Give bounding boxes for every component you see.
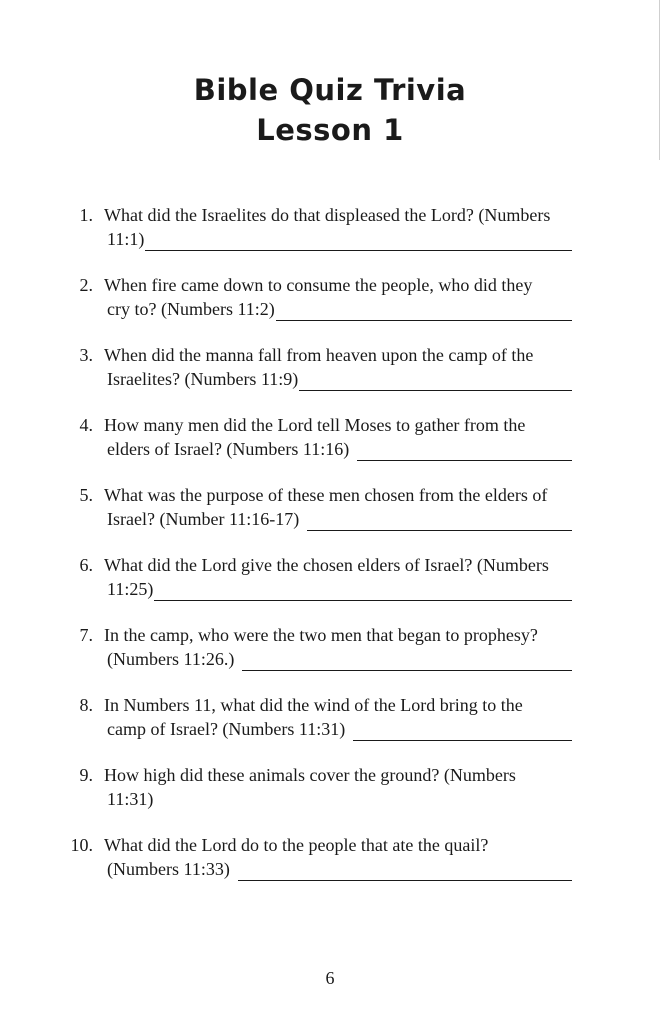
question-number: 10. <box>70 835 93 855</box>
answer-blank[interactable] <box>242 653 572 671</box>
question-number: 1. <box>79 205 93 225</box>
question-text: What did the Israelites do that displeased the Lord? (Numbers <box>104 205 551 225</box>
question-text: When did the manna fall from heaven upon the camp of the <box>104 345 534 365</box>
answer-blank[interactable] <box>154 583 572 601</box>
question-text-cont: cry to? (Numbers 11:2) <box>107 299 275 319</box>
question-text: In Numbers 11, what did the wind of the Lord bring to the <box>104 695 523 715</box>
answer-blank[interactable] <box>357 443 572 461</box>
page-title <box>0 70 660 150</box>
question-text: What was the purpose of these men chosen from the elders of <box>104 485 548 505</box>
question-number: 2. <box>79 275 93 295</box>
question-text: How many men did the Lord tell Moses to gather from the <box>104 415 526 435</box>
question-text-cont: (Numbers 11:26.) <box>107 649 235 669</box>
question-number: 5. <box>79 485 93 505</box>
question-number: 3. <box>79 345 93 365</box>
question-text: How high did these animals cover the ground? (Numbers <box>104 765 516 785</box>
question-text-cont: Israelites? (Numbers 11:9) <box>107 369 299 389</box>
question-text: What did the Lord give the chosen elders of Israel? (Numbers <box>104 555 549 575</box>
question-number: 4. <box>79 415 93 435</box>
title-line-1: Bible Quiz Trivia <box>193 73 467 107</box>
question-text-cont: 11:25) <box>107 579 154 599</box>
answer-blank[interactable] <box>299 373 572 391</box>
question-text-cont: camp of Israel? (Numbers 11:31) <box>107 719 346 739</box>
question-number: 7. <box>79 625 93 645</box>
answer-blank[interactable] <box>238 863 572 881</box>
question-text: In the camp, who were the two men that began to prophesy? <box>104 625 538 645</box>
question-text-cont: 11:1) <box>107 229 145 249</box>
question-number: 8. <box>79 695 93 715</box>
title-line-2: Lesson 1 <box>256 113 404 147</box>
question-text-cont: Israel? (Number 11:16-17) <box>107 509 300 529</box>
question-text: What did the Lord do to the people that ate the quail? <box>104 835 489 855</box>
question-number: 6. <box>79 555 93 575</box>
answer-blank[interactable] <box>307 513 572 531</box>
page-number: 6 <box>325 968 335 988</box>
question-text: When fire came down to consume the people, who did they <box>104 275 533 295</box>
question-number: 9. <box>79 765 93 785</box>
question-text-cont: elders of Israel? (Numbers 11:16) <box>107 439 350 459</box>
answer-blank[interactable] <box>353 723 572 741</box>
answer-blank[interactable] <box>145 233 572 251</box>
answer-blank[interactable] <box>276 303 572 321</box>
question-text-cont: (Numbers 11:33) <box>107 859 230 879</box>
question-text-cont: 11:31) <box>107 789 154 809</box>
